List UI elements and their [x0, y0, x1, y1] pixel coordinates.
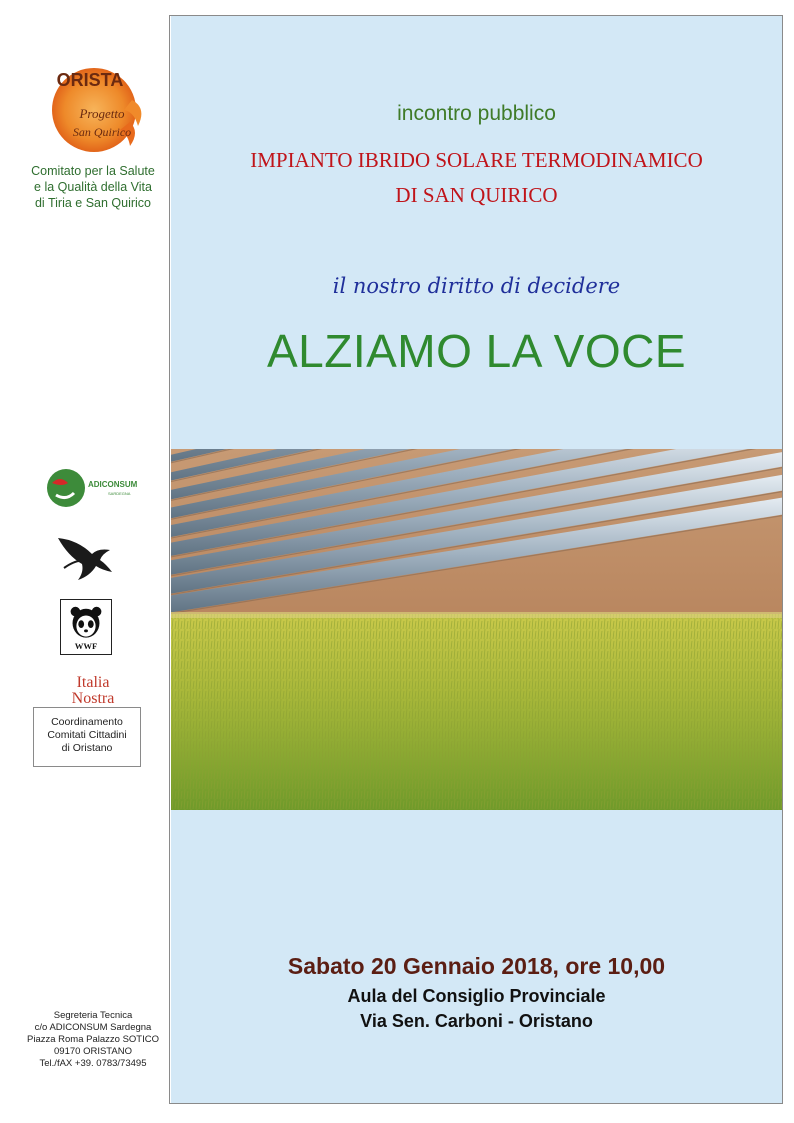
adiconsum-sub: SARDEGNA [108, 491, 131, 496]
secretary-line: Piazza Roma Palazzo SOTICO [27, 1034, 159, 1045]
italia-nostra-line: Italia [76, 674, 110, 691]
committee-name [16, 163, 170, 211]
orista-logo [42, 60, 152, 155]
committee-line: e la Qualità della Vita [34, 180, 152, 194]
event-location-line: Aula del Consiglio Provinciale [347, 986, 606, 1006]
committee-line: Comitato per la Salute [31, 164, 155, 178]
committee-line: di Tiria e San Quirico [34, 196, 152, 210]
eagle-logo [54, 528, 116, 582]
sidebar [16, 15, 170, 1104]
wwf-logo [60, 599, 112, 655]
main-panel [171, 16, 782, 1103]
adiconsum-label: ADICONSUM [88, 480, 138, 489]
event-title [171, 143, 782, 213]
event-title-line: IMPIANTO IBRIDO SOLARE TERMODINAMICO [250, 148, 703, 172]
coordinamento-box [33, 707, 141, 767]
motto: il nostro diritto di decidere [332, 274, 621, 298]
coordinamento-line: Coordinamento [51, 716, 123, 728]
event-date-time: Sabato 20 Gennaio 2018, ore 10,00 [287, 953, 666, 979]
event-location-line: Via Sen. Carboni - Oristano [360, 1011, 593, 1031]
secretary-contact [16, 1010, 170, 1070]
secretary-line: 09170 ORISTANO [54, 1046, 132, 1057]
headline: ALZIAMO LA VOCE [266, 325, 687, 377]
event-location [171, 984, 782, 1034]
orista-logo-line1: Progetto [79, 106, 125, 121]
solar-field-photo [171, 449, 782, 810]
secretary-line: Tel./fAX +39. 0783/73495 [39, 1058, 147, 1069]
coordinamento-line: Comitati Cittadini [47, 729, 127, 741]
coordinamento-line: di Oristano [61, 742, 113, 754]
italia-nostra-line: Nostra [71, 690, 115, 707]
orista-logo-line2: San Quirico [72, 125, 132, 139]
italia-nostra-logo [46, 675, 140, 707]
wwf-label: WWF [74, 641, 98, 652]
event-title-line: DI SAN QUIRICO [395, 183, 558, 207]
secretary-line: Segreteria Tecnica [53, 1010, 133, 1021]
panda-icon [61, 600, 111, 654]
orista-logo-word: ORISTA [56, 70, 124, 90]
adiconsum-logo [44, 465, 144, 511]
secretary-line: c/o ADICONSUM Sardegna [34, 1022, 152, 1033]
subtitle: incontro pubblico [397, 102, 556, 125]
